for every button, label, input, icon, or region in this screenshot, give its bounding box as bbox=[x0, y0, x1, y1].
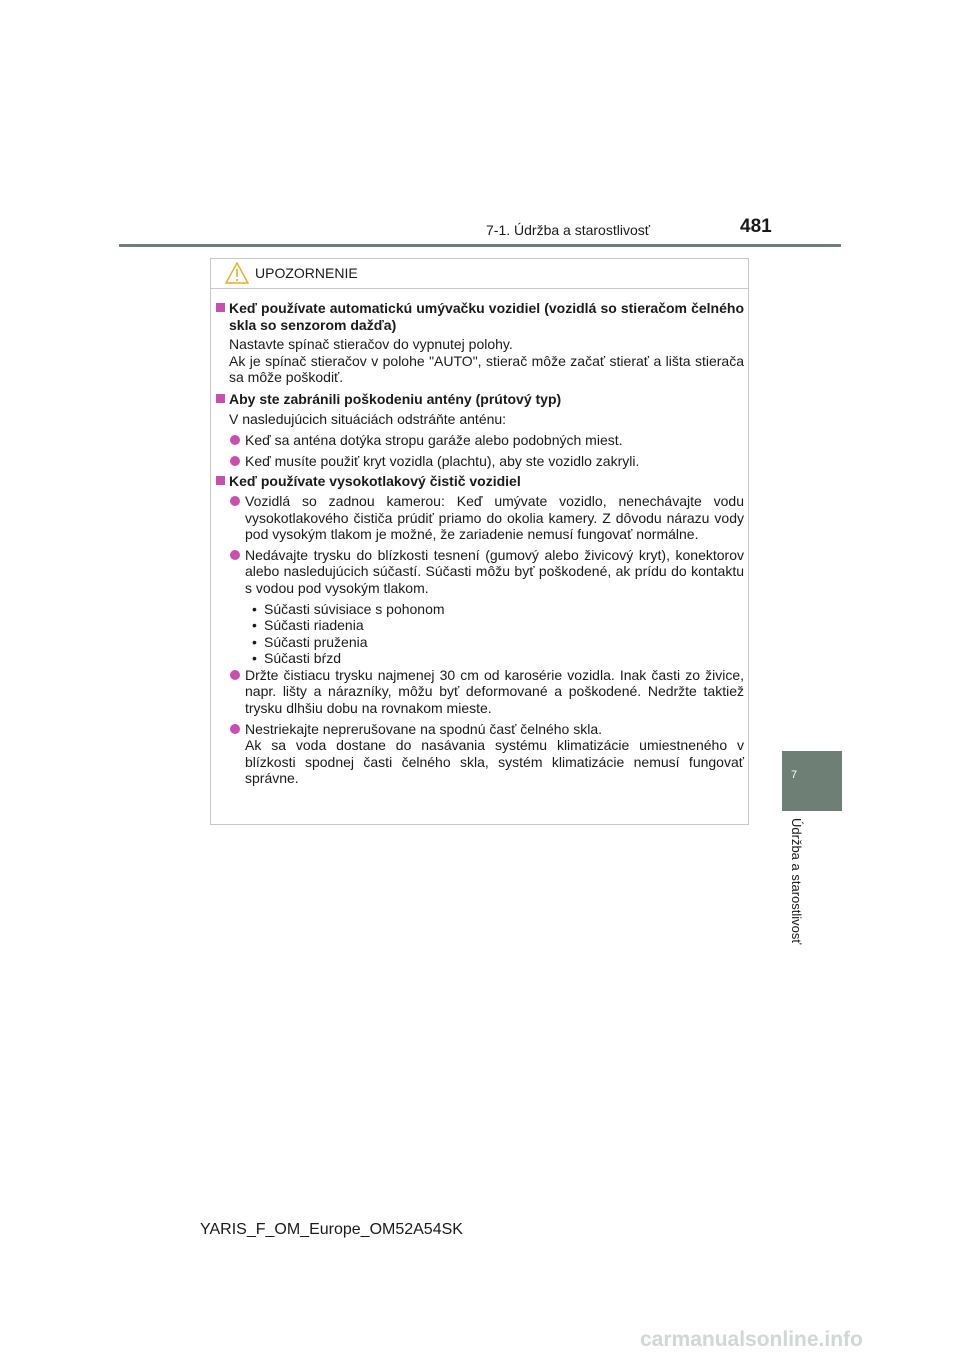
warning-box bbox=[210, 258, 749, 825]
section-heading: Keď používate vysokotlakový čistič vozidiel bbox=[216, 473, 744, 490]
round-bullet-icon bbox=[230, 550, 240, 560]
watermark: carmanualsonline.info bbox=[640, 1328, 863, 1351]
square-bullet-icon bbox=[216, 476, 225, 485]
square-bullet-icon bbox=[216, 303, 225, 312]
section-heading: Keď používate automatickú umývačku vozidiel (vozidlá so stieračom čelného skla so senzorom dažďa) bbox=[216, 300, 744, 333]
sub-list bbox=[216, 601, 744, 667]
section-title: 7-1. Údržba a starostlivosť bbox=[486, 222, 650, 238]
page-number: 481 bbox=[740, 216, 772, 237]
warning-triangle-icon bbox=[225, 262, 249, 284]
list-item: Nedávajte trysku do blízkosti tesnení (gumový alebo živicový kryt), konektorov alebo nasledujúcich súčastí. Súčasti môžu byť poškodené, ak prídu do kontaktu s vodou pod vysokým tlakom. bbox=[216, 547, 744, 597]
list-item: Keď sa anténa dotýka stropu garáže alebo podobných miest. bbox=[216, 432, 744, 449]
chapter-title-vertical: Údržba a starostlivosť bbox=[789, 818, 804, 945]
chapter-number: 7 bbox=[791, 769, 798, 781]
sub-list-item: • Súčasti súvisiace s pohonom bbox=[252, 601, 744, 618]
warning-title: UPOZORNENIE bbox=[255, 265, 358, 281]
list-item: Nestriekajte neprerušovane na spodnú časť čelného skla. Ak sa voda dostane do nasávania systému klimatizácie umiestneného v blízkosti spodnej časti čelného skla, systém klimatizácie nemusí fungovať správne. bbox=[216, 721, 744, 787]
chapter-tab bbox=[782, 751, 842, 811]
warning-header bbox=[211, 259, 748, 289]
sub-list-item: • Súčasti bŕzd bbox=[252, 650, 744, 667]
section-heading: Aby ste zabránili poškodeniu antény (prútový typ) bbox=[216, 391, 744, 408]
paragraph: Ak je spínač stieračov v polohe "AUTO", stierač môže začať stierať a lišta stierača sa môže poškodiť. bbox=[229, 352, 744, 386]
round-bullet-icon bbox=[230, 435, 240, 445]
list-item: Vozidlá so zadnou kamerou: Keď umývate vozidlo, nenechávajte vodu vysokotlakového čističa prúdiť priamo do okolia kamery. Z dôvodu nárazu vody pod vysokým tlakom je možné, že zariadenie nemusí fungovať normálne. bbox=[216, 493, 744, 543]
round-bullet-icon bbox=[230, 724, 240, 734]
round-bullet-icon bbox=[230, 456, 240, 466]
document-code: YARIS_F_OM_Europe_OM52A54SK bbox=[200, 1221, 463, 1238]
sub-list-item: • Súčasti riadenia bbox=[252, 617, 744, 634]
square-bullet-icon bbox=[216, 394, 225, 403]
sub-list-item: • Súčasti pruženia bbox=[252, 634, 744, 651]
round-bullet-icon bbox=[230, 496, 240, 506]
header-divider bbox=[119, 244, 841, 247]
list-item: Keď musíte použiť kryt vozidla (plachtu), aby ste vozidlo zakryli. bbox=[216, 453, 744, 470]
warning-content bbox=[216, 300, 744, 791]
round-bullet-icon bbox=[230, 670, 240, 680]
list-item: Držte čistiacu trysku najmenej 30 cm od karosérie vozidla. Inak časti zo živice, napr. lišty a nárazníky, môžu byť deformované a poškodené. Nedržte taktiež trysku dlhšiu dobu na rovnakom mieste. bbox=[216, 667, 744, 717]
paragraph: Nastavte spínač stieračov do vypnutej polohy. bbox=[229, 336, 513, 353]
paragraph: V nasledujúcich situáciách odstráňte anténu: bbox=[229, 410, 507, 427]
